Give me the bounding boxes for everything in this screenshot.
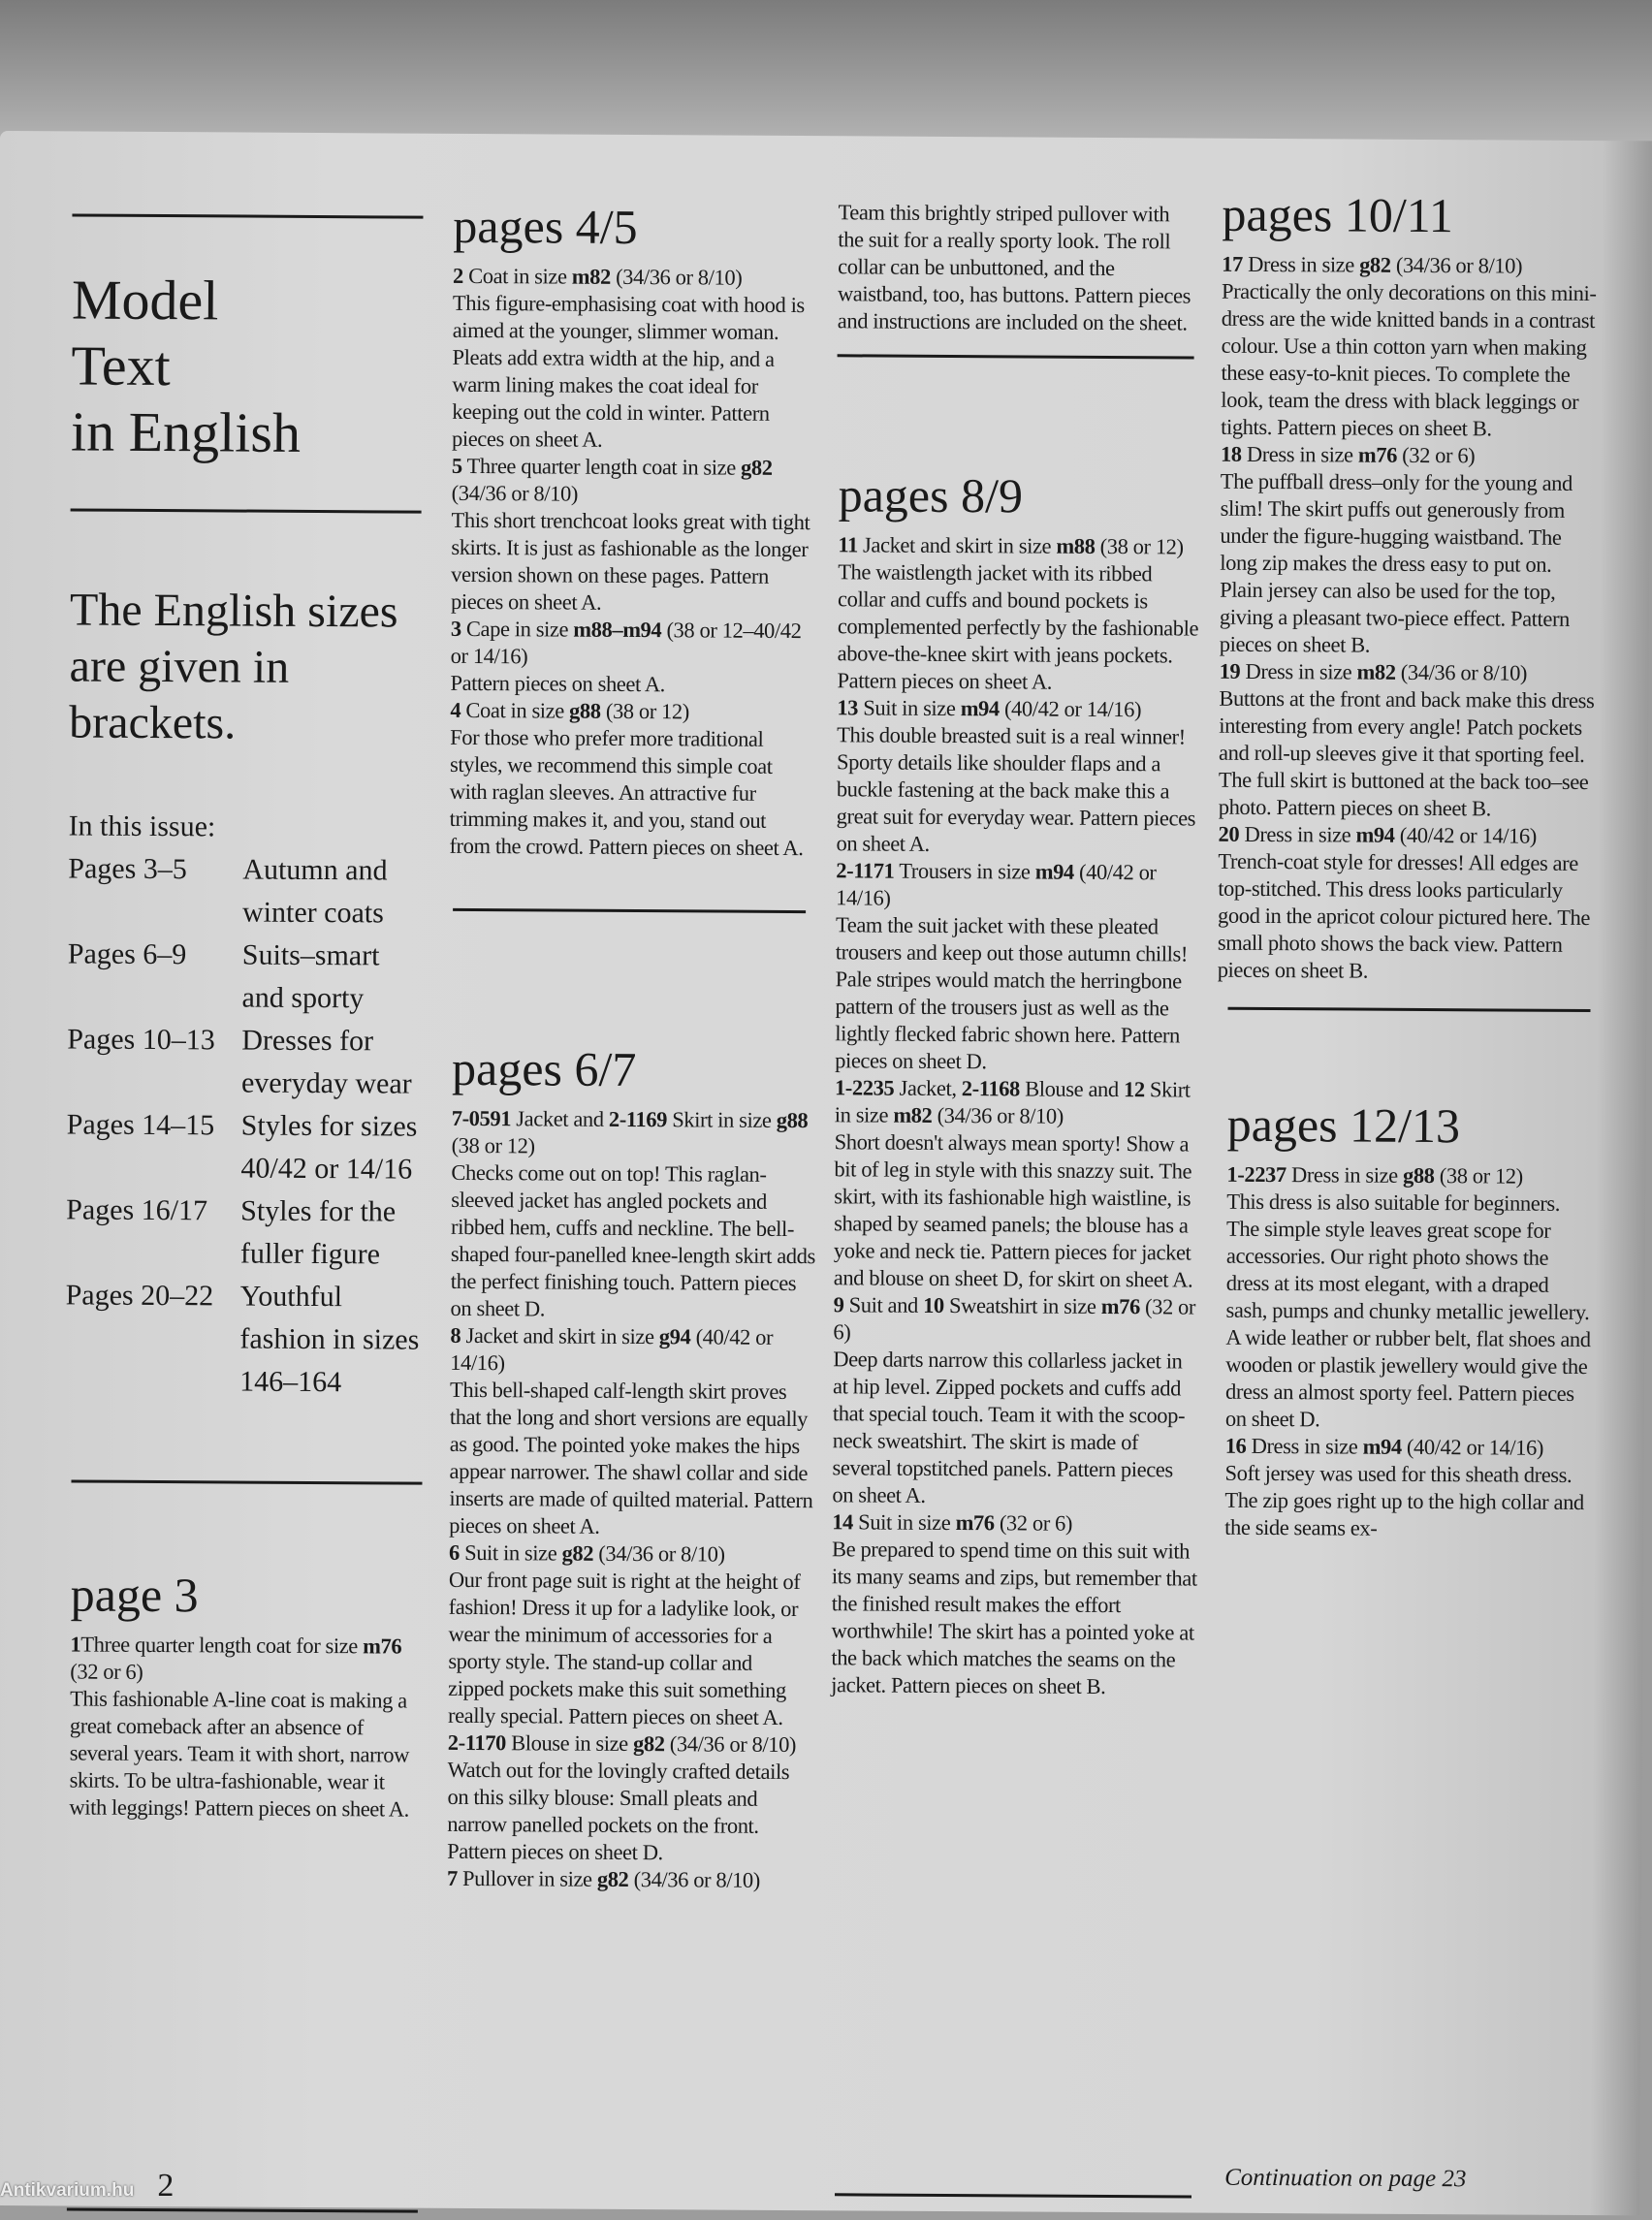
continuation-note: Continuation on page 23 [1224,2164,1467,2193]
watermark: Antikvarium.hu [0,2180,135,2201]
entry-code: 17 [1222,251,1243,276]
entry [451,1105,816,1324]
entry-heading-text: Three quarter length coat for size [80,1632,364,1659]
entry-body: This double breasted suit is a real winner! Sporty details like shoulder flaps and a buckle fastening at the back make this a great suit for everyday wear. Pattern pieces on sheet A. [836,722,1196,856]
entry-code: m88–m94 [573,617,662,643]
entry-code: 20 [1218,821,1240,846]
entry [832,1291,1199,1510]
entry [447,1865,811,1894]
issue-row [67,1018,436,1105]
entry-heading-text: Jacket, [894,1075,962,1101]
entry-heading-text: Trousers in size [894,858,1035,884]
entry-heading-text: (34/36 or 8/10) [1390,252,1523,278]
entry [450,616,811,699]
entry-code: g82 [741,455,773,480]
subtitle: The English sizes are given in brackets. [69,584,398,749]
entry-heading-text: (38 or 12–40/42 or 14/16) [450,618,802,669]
entry-heading-text: (38 or 12) [1095,533,1184,559]
entry-code: 9 [833,1292,844,1317]
entry [1225,1161,1596,1435]
entry [449,1322,814,1541]
entry [838,199,1199,336]
page-footer [0,2170,174,2203]
entry-body: This fashionable A-line coat is making a great comeback after an absence of several years. Team it with short, narrow skirts. To be ultra-fashionable, wear it with leggings! Pattern pieces on sheet A. [69,1686,410,1822]
issue-label: In this issue: [68,809,216,843]
entry-code: 14 [832,1509,854,1535]
entry-heading-text: (40/42 or 14/16) [1401,1434,1544,1460]
issue-row [66,1189,435,1276]
entry [69,1631,419,1823]
entry-heading [1219,821,1597,850]
entry-body: Soft jersey was used for this sheath dress. The zip goes right up to the high collar and the side seams ex- [1224,1460,1584,1540]
divider [453,908,806,913]
section-pullover-text [838,199,1199,336]
page-title [71,267,432,466]
entry-code: 19 [1219,658,1241,683]
divider [72,213,423,218]
entry-heading [449,1539,813,1569]
entry-code: g88 [1402,1162,1435,1189]
entry-heading-text: (40/42 or 14/16) [999,696,1142,722]
issue-description: Suits–smart and sporty [241,938,380,1015]
entry-body: Short doesn't always mean sporty! Show a bit of leg in style with this snazzy suit. The skirt, with its fashionable high waistline, is shaped by seamed panels; the blouse has a yoke and neck tie. Pattern pieces for jacket and blouse on sheet D, for skirt on sheet A. [833,1129,1193,1292]
entry-code: 8 [450,1322,461,1348]
title-line: in English [70,399,302,464]
section-heading: pages 10/11 [1222,186,1454,243]
section-heading: pages 6/7 [451,1040,637,1097]
entry-heading [451,616,811,672]
entry-heading-text: (32 or 6) [1396,442,1476,468]
entry [449,697,810,862]
entry-heading [1225,1433,1594,1462]
entry-code: g82 [596,1866,629,1891]
entry-body: Trench-coat style for dresses! All edges are top-stitched. This dress looks particularly good in the apricot colour pictured here. The small photo shows the back view. Pattern pieces on sheet B. [1217,848,1591,983]
section-pages-8-9 [831,465,1205,1700]
section-pages-6-7 [447,1039,816,1894]
entry [448,1539,813,1731]
section-pages-10-11 [1218,185,1601,986]
entry-code: m76 [1357,442,1398,467]
entry-code: 16 [1224,1433,1247,1458]
entry-body: Our front page suit is right at the height of fashion! Dress it up for a ladylike look, or wear the minimum of accessories for a sporty style. The stand-up collar and zipped pockets make this suit something really special. Pattern pieces on sheet A. [447,1567,801,1729]
entry-heading-text: Suit in size [858,695,961,721]
entry-body: Watch out for the lovingly crafted details on this silky blouse: Small pleats and narrow panelled pockets on the front. Pattern pieces on sheet D. [447,1757,790,1865]
issue-pages: Pages 14–15 [66,1108,215,1142]
title-line: Text [71,333,171,398]
entry-heading [836,857,1202,913]
entry-heading-text: Dress in size [1240,658,1357,684]
entry-heading-text: (34/36 or 8/10) [451,480,579,506]
entry-heading-text: Dress in size [1241,441,1358,467]
entry-code: 2-1169 [608,1106,668,1132]
divider [838,354,1194,359]
entry-heading-text: (34/36 or 8/10) [932,1102,1064,1128]
entry-heading-text: (32 or 6) [833,1294,1196,1345]
entry-code: g82 [561,1540,594,1566]
issue-description: Dresses for everyday wear [240,1024,412,1100]
page-number: 2 [157,2168,175,2204]
section-heading: page 3 [70,1567,199,1623]
entry [447,1729,812,1867]
divider [835,2193,1191,2198]
entry-heading-text: Cape in size [461,616,574,642]
entry-code: m76 [363,1633,402,1659]
issue-description: Youthful fashion in sizes 146–164 [239,1280,420,1399]
entry-heading-text: (40/42 or 14/16) [836,859,1157,910]
entry [451,453,812,618]
entry [1224,1433,1594,1543]
entry-code: m94 [960,696,1000,721]
issue-row [65,1274,434,1404]
section-page-3 [69,1565,420,1823]
issue-description: Styles for the fuller figure [239,1194,397,1271]
entry-heading-text: (34/36 or 8/10) [628,1866,760,1892]
entry-heading-text: Three quarter length coat in size [461,453,742,480]
entry-heading [833,1291,1199,1348]
entry-heading-text: Skirt in size [834,1077,1191,1127]
entry-code: g88 [776,1107,809,1133]
divider [1227,1007,1590,1012]
entry-code: g88 [569,698,601,723]
entry-heading-text: Jacket and skirt in size [461,1322,659,1349]
entry [1220,441,1599,660]
column-4 [1210,185,1603,2196]
entry-heading [1222,251,1600,280]
entry-body: Team this brightly striped pullover with the suit for a really sporty look. The roll collar can be unbuttoned, and the waistband, too, has buttons. Pattern pieces and instructions are included on the sheet. [837,200,1191,335]
issue-pages: Pages 6–9 [67,937,187,971]
entry-code: 5 [451,453,462,478]
entry-code: m82 [893,1102,933,1127]
issue-row [66,1103,435,1190]
entry-body: This dress is also suitable for beginners. The simple style leaves great scope for accessories. Our right photo shows the dress at its most elegant, with a draped sash, pumps and chunky metallic jewellery. A wide leather or rubber belt, flat shoes and wooden or plastik jewellery would give the dress an almost sporty feel. Pattern pieces on sheet D. [1224,1189,1591,1432]
section-pages-4-5 [449,197,813,862]
issue-row [68,847,437,935]
entry-body: This short trenchcoat looks great with tight skirts. It is just as fashionable as the longer version shown on these pages. Pattern pieces on sheet A. [450,507,810,615]
entry-heading-text: (32 or 6) [70,1659,143,1684]
column-3 [826,199,1207,2198]
entry-code: g82 [632,1731,665,1757]
entry-code: g82 [1359,252,1391,277]
entry-body: Pattern pieces on sheet A. [450,670,666,697]
entry-heading [447,1865,811,1894]
entry-code: 13 [837,695,859,720]
entry-body: Deep darts narrow this collarless jacket in at hip level. Zipped pockets and cuffs add that special touch. Team it with the scoop-neck sweatshirt. The skirt is made of several topstitched panels. Pattern pieces on sheet A. [832,1347,1186,1507]
entry-heading-text: Dress in size [1239,821,1356,847]
entry-heading-text: (32 or 6) [994,1510,1073,1536]
entry-body: This figure-emphasising coat with hood is aimed at the younger, slimmer woman. Pleats add extra width at the hip, and a warm lining makes the coat ideal for keeping out the cold in winter. Pattern pieces on sheet A. [451,290,805,452]
entry-heading [453,263,813,292]
entry-code: g94 [658,1324,691,1349]
entry-heading-text: Suit and [843,1292,924,1317]
entry-code: 2-1168 [961,1076,1021,1101]
entry-code: 11 [838,532,858,557]
column-2 [443,197,820,1894]
entry-heading-text: (38 or 12) [1434,1163,1523,1189]
entry-heading-text: Suit in size [852,1509,956,1536]
entry-heading-text: Skirt in size [666,1107,777,1132]
issue-row [67,933,436,1020]
entry-heading-text: (40/42 or 14/16) [1394,822,1537,848]
entry-body: Buttons at the front and back make this dress interesting from every angle! Patch pockets and roll-up sleeves give it that sporting feel. The full skirt is buttoned at the back too–see photo. Pattern pieces on sheet B. [1218,685,1595,821]
issue-pages: Pages 3–5 [68,852,187,886]
entry-code: 18 [1220,441,1242,466]
entry [452,263,813,455]
issue-pages: Pages 10–13 [67,1023,215,1057]
divider [71,508,422,513]
entry-body: The waistlength jacket with its ribbed collar and cuffs and bound pockets is complemented perfectly by the fashionable above-the-knee skirt with jeans pockets. Pattern pieces on sheet A. [837,559,1199,694]
entry-code: 4 [450,697,461,722]
issue-description: Autumn and winter coats [241,853,388,930]
entry-body: Practically the only decorations on this mini-dress are the wide knitted bands in a contrast colour. Use a thin cotton yarn when making these easy-to-knit pieces. To complete the look, team the dress with black leggings or tights. Pattern pieces on sheet B. [1221,278,1597,441]
issue-contents [65,805,437,1404]
entry-code: 1-2235 [834,1075,895,1100]
section-pages-12-13 [1224,1095,1596,1543]
entry-heading [452,453,812,509]
entry-heading-text: Jacket and [511,1106,609,1131]
entry-heading [1226,1161,1595,1190]
entry-code: m94 [1362,1434,1402,1459]
entry [1219,658,1598,823]
entry-body: The puffball dress–only for the young and slim! The skirt puffs out generously from under the figure-hugging waistband. The long zip makes the dress easy to put on. Plain jersey can also be used for the top, giving a pleasant two-piece effect. Pattern pieces on sheet B. [1219,468,1573,657]
column-1 [60,213,433,2212]
entry-heading [450,1322,814,1379]
issue-description: Styles for sizes 40/42 or 14/16 [240,1109,418,1186]
entry [834,1074,1201,1293]
issue-pages: Pages 16/17 [66,1193,208,1227]
entry-heading-text: Pullover in size [457,1865,597,1891]
divider [67,2207,418,2212]
entry-heading-text: (34/36 or 8/10) [610,264,743,290]
section-heading: pages 8/9 [838,467,1024,523]
entry-heading-text: (38 or 12) [451,1132,535,1158]
entry-body: Team the suit jacket with these pleated trousers and keep out those autumn chills! Pale stripes would match the herringbone pattern of the trousers just as well as the lightly flecked fabric shown here. Pattern pieces on sheet D. [835,912,1189,1074]
entry-heading-text: Suit in size [459,1539,562,1566]
entry-heading-text: (38 or 12) [600,698,689,724]
entry [831,1508,1198,1700]
entry-heading-text: (40/42 or 14/16) [450,1324,774,1376]
entry-heading-text: Blouse and [1019,1076,1125,1102]
entry-code: 12 [1123,1077,1145,1102]
magazine-page [0,131,1652,2215]
entry-heading [448,1729,812,1759]
entry-heading-text: Dress in size [1242,251,1360,277]
entry-code: 2 [453,263,464,288]
entry-code: 1 [70,1632,81,1657]
entry-heading-text: (34/36 or 8/10) [1395,659,1528,685]
entry [837,531,1204,696]
entry-heading-text: Dress in size [1246,1433,1363,1459]
entry-code: m94 [1034,859,1074,884]
entry-heading-text: Jacket and skirt in size [857,532,1057,558]
entry-code: m82 [1356,659,1396,684]
entry [1218,821,1597,986]
entry-code: 6 [448,1539,460,1565]
entry-code: 2-1171 [836,858,895,883]
entry-body: This bell-shaped calf-length skirt proves that the long and short versions are equally as good. The pointed yoke makes the hips appear narrower. The shawl collar and side inserts are made of quilted material. Pattern pieces on sheet A. [449,1377,813,1538]
entry-heading [835,1074,1201,1130]
entry-heading [832,1508,1198,1538]
entry [836,694,1203,859]
entry [835,857,1202,1076]
entry-body: Checks come out on top! This raglan-sleeved jacket has angled pockets and ribbed hem, cuffs and neckline. The bell-shaped four-panelled knee-length skirt adds the perfect finishing touch. Pattern pieces on sheet D. [450,1159,815,1321]
entry-heading-text: Blouse in size [505,1730,634,1757]
entry-code: m76 [1100,1293,1140,1319]
entry-heading-text: Coat in size [462,263,572,289]
entry-body: Be prepared to spend time on this suit with its many seams and zips, but remember that the finished result makes the effort worthwhile! The skirt has a pointed yoke at the back which matches the seams on the jacket. Pattern pieces on sheet B. [831,1537,1197,1698]
entry-heading-text: Sweatshirt in size [943,1292,1101,1318]
entry [1221,251,1600,443]
entry-code: m88 [1056,533,1096,558]
entry-code: 7-0591 [451,1105,512,1131]
entry-heading [450,697,810,726]
entry-heading-text: (34/36 or 8/10) [664,1731,797,1758]
entry-code: m94 [1355,822,1395,847]
title-line: Model [71,268,219,333]
entry-heading [837,694,1203,723]
entry-heading-text: Dress in size [1286,1162,1404,1188]
entry-heading [70,1631,419,1687]
entry-code: 10 [923,1292,944,1317]
entry-code: m76 [955,1510,995,1536]
background-strip [0,0,1652,145]
entry-code: 2-1170 [447,1729,507,1756]
entry-code: 7 [446,1865,458,1890]
section-heading: pages 12/13 [1226,1096,1461,1154]
entry-code: m82 [571,264,611,289]
entry-heading-text: (34/36 or 8/10) [593,1540,725,1567]
entry-heading [1221,441,1599,470]
entry-heading-text: Coat in size [461,697,570,723]
entry-body: For those who prefer more traditional styles, we recommend this simple coat with raglan sleeves. An attractive fur trimming makes it, and you, stand out from the crowd. Pattern pieces on sheet A. [449,724,804,861]
entry-code: 3 [450,616,461,641]
entry-code: 1-2237 [1226,1161,1287,1188]
section-heading: pages 4/5 [453,198,638,255]
entry-heading [452,1105,816,1161]
entry-heading [838,531,1204,560]
issue-pages: Pages 20–22 [65,1279,214,1313]
entry-heading [1220,658,1598,687]
divider [71,1479,422,1484]
